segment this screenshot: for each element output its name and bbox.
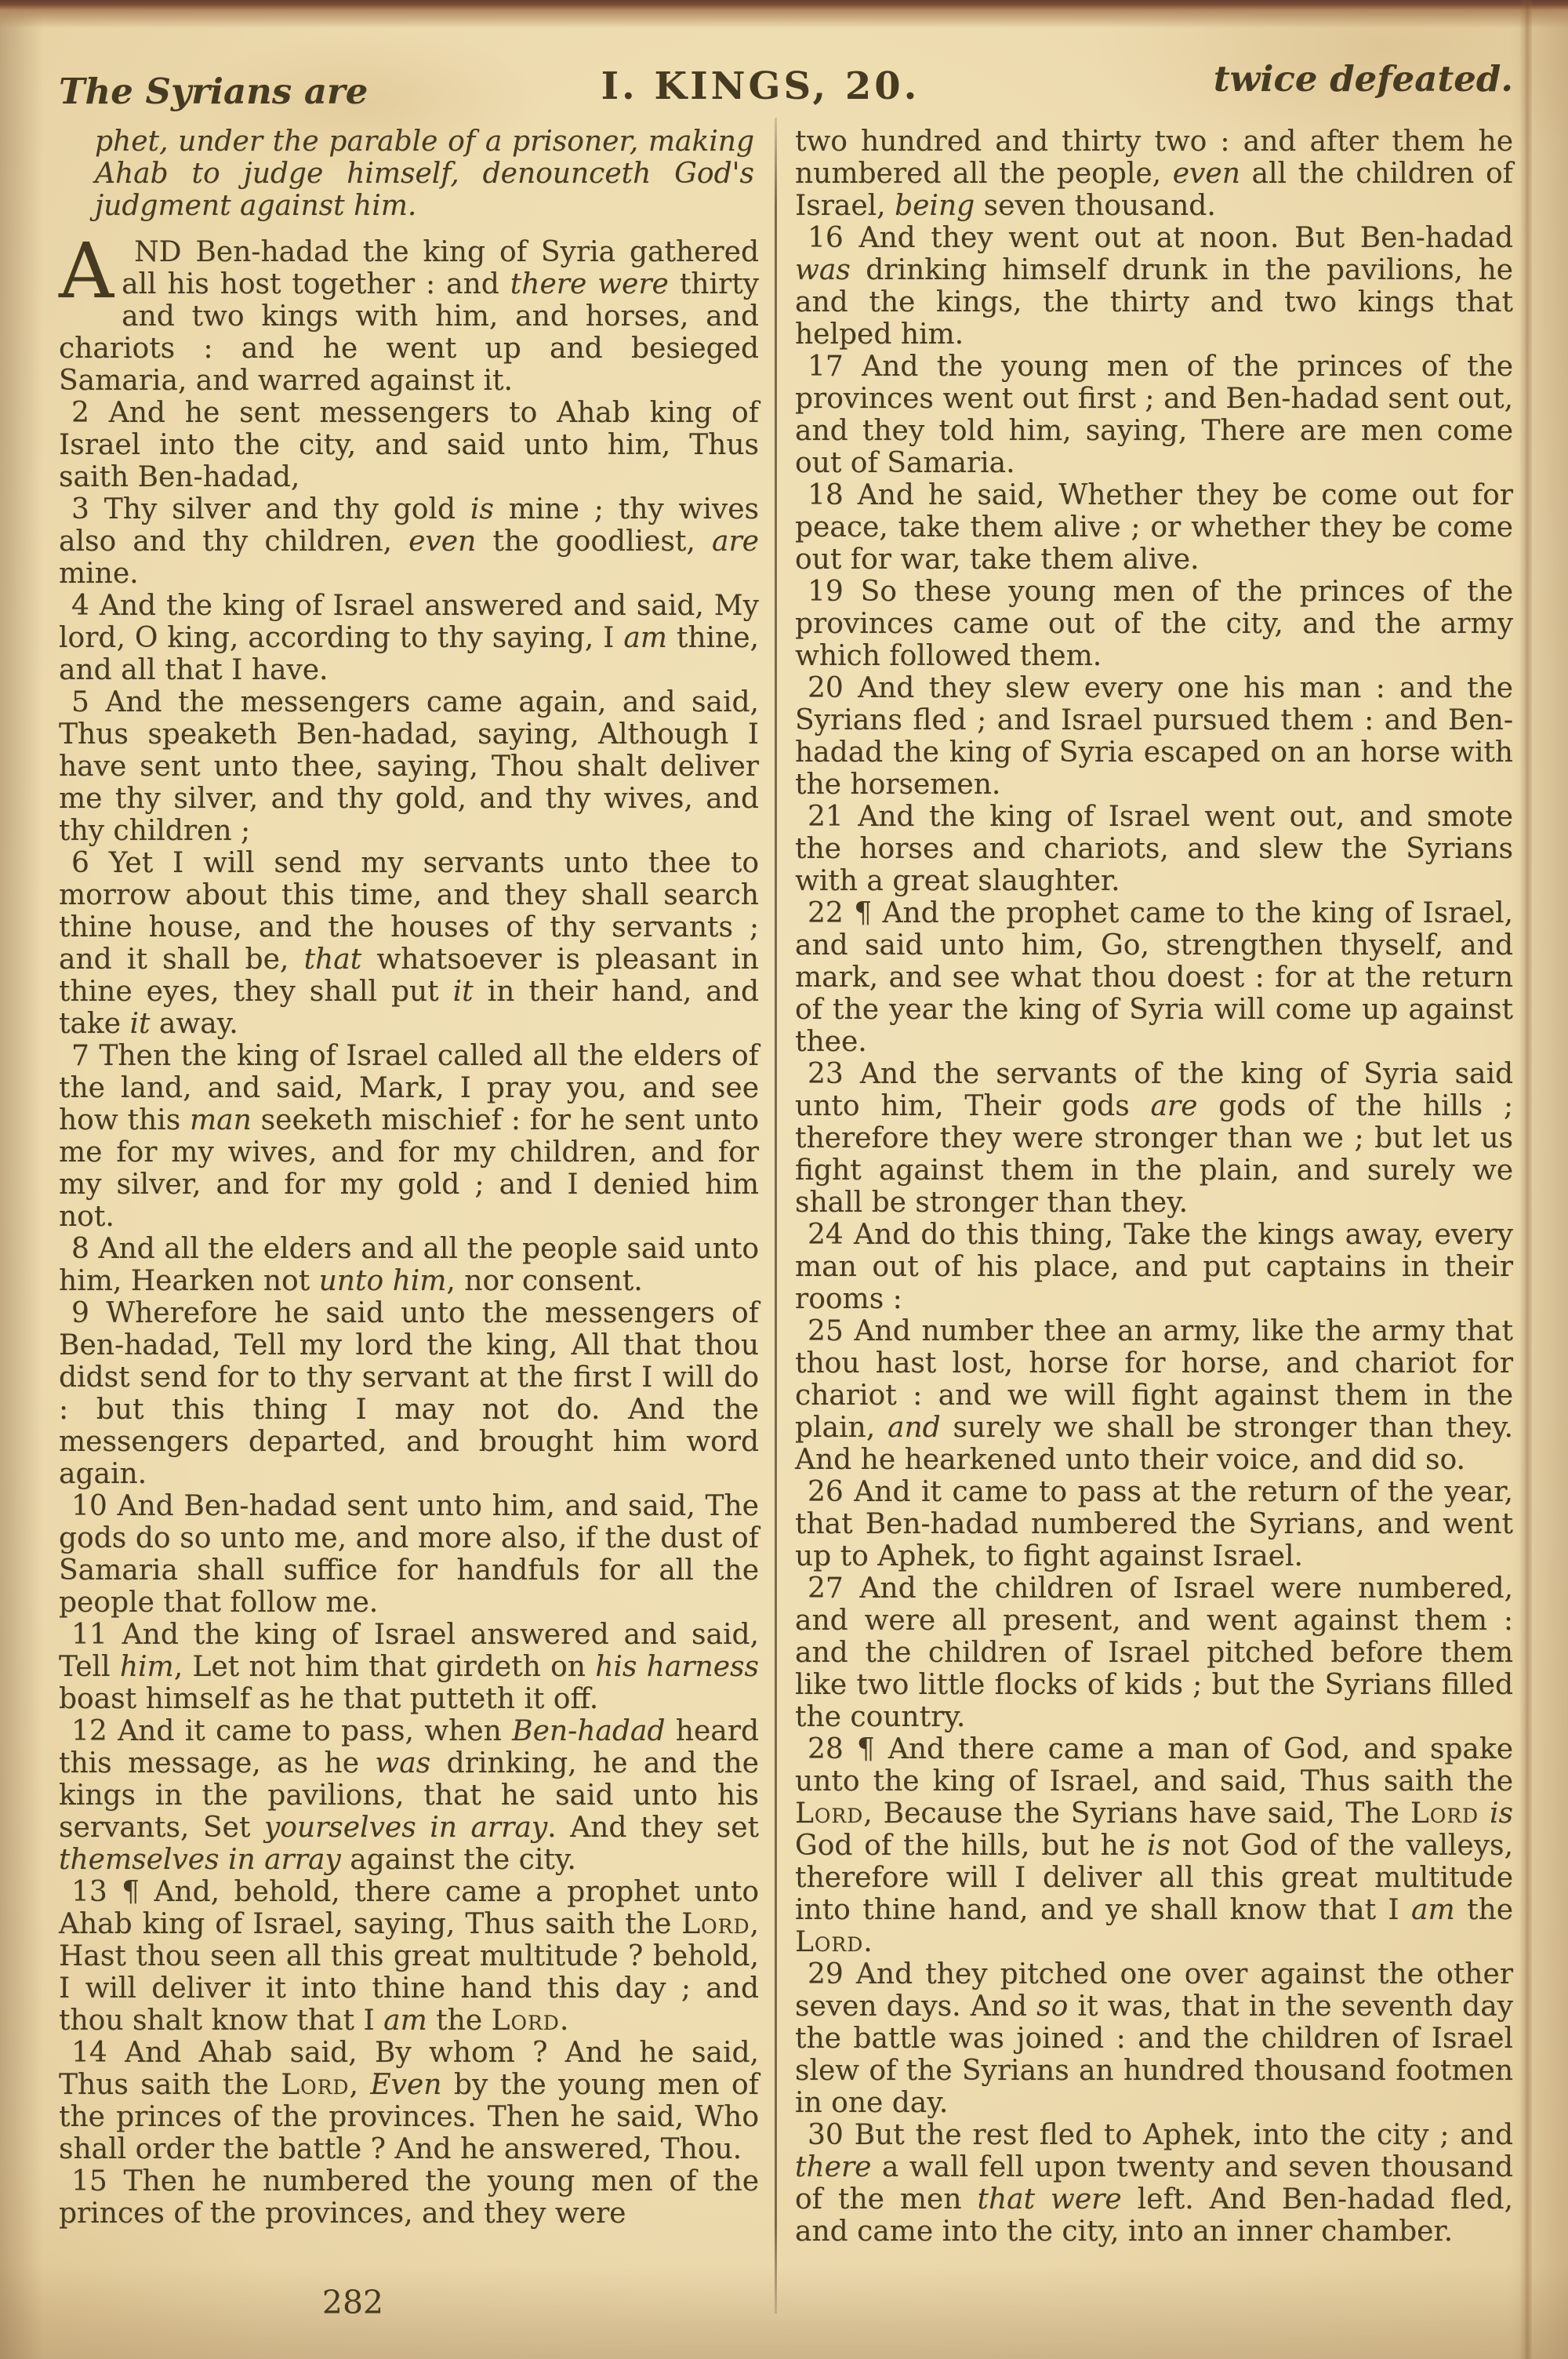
small-caps-lord: Lord xyxy=(795,1797,864,1830)
small-caps-lord: Lord xyxy=(491,2005,560,2037)
verse-19: 19 So these young men of the princes of the provinces came out of the city, and the army which followed them. xyxy=(795,576,1513,672)
verse-14: 14 And Ahab said, By whom ? And he said, Thus saith the Lord, Even by the young men of the princes of the provinces. Then he said, Who shall order the battle ? And he answered, Thou. xyxy=(59,2037,759,2165)
text-column-left xyxy=(59,125,759,2230)
verse-18: 18 And he said, Whether they be come out for peace, take them alive ; or whether they be come out for war, take them alive. xyxy=(795,479,1513,576)
verse-26: 26 And it came to pass at the return of the year, that Ben-hadad numbered the Syrians, and went up to Aphek, to fight against Israel. xyxy=(795,1476,1513,1572)
verse-6: 6 Yet I will send my servants unto thee to morrow about this time, and they shall search thine house, and the houses of thy servants ; and it shall be, that whatsoever is pleasant in thine eyes, they shall put it in their hand, and take it away. xyxy=(59,847,759,1040)
verse-17: 17 And the young men of the princes of the provinces went out first ; and Ben-hadad sent out, and they told him, saying, There are men come out of Samaria. xyxy=(795,351,1513,479)
column-divider-rule xyxy=(775,118,777,2314)
verse-29: 29 And they pitched one over against the other seven days. And so it was, that in the seventh day the battle was joined : and the children of Israel slew of the Syrians an hundred thousand footmen in one day. xyxy=(795,1958,1514,2119)
verse-12: 12 And it came to pass, when Ben-hadad heard this message, as he was drinking, he and the kings in the pavilions, that he said unto his servants, Set yourselves in array. And they set themselves in array against the city. xyxy=(59,1715,760,1876)
page-number: 282 xyxy=(321,2284,384,2321)
verse-21: 21 And the king of Israel went out, and smote the horses and chariots, and slew the Syrians with a great slaughter. xyxy=(795,801,1513,897)
verse-16: 16 And they went out at noon. But Ben-hadad was drinking himself drunk in the pavilions, he and the kings, the thirty and two kings that helped him. xyxy=(795,222,1513,351)
verse-27: 27 And the children of Israel were numbered, and were all present, and went against them : and the children of Israel pitched before them like two little flocks of kids ; but the Syrians filled the country. xyxy=(795,1572,1513,1733)
page-edge-shadow xyxy=(1519,0,1532,2359)
small-caps-lord: Lord xyxy=(281,2069,350,2101)
verse-25: 25 And number thee an army, like the army that thou hast lost, horse for horse, and chariot for chariot : and we will fight against them in the plain, and surely we shall be stronger than they. And he hearkened unto their voice, and did so. xyxy=(795,1315,1513,1476)
verse-8: 8 And all the elders and all the people said unto him, Hearken not unto him, nor consent. xyxy=(59,1233,759,1297)
drop-cap-letter: A xyxy=(59,227,114,315)
verse-24: 24 And do this thing, Take the kings away, every man out of his place, and put captains in their rooms : xyxy=(795,1219,1513,1315)
verse-paragraph: AND Ben-hadad the king of Syria gathered all his host together : and there were thirty and two kings with him, and horses, and chariots : and he went up and besieged Samaria, and warred against it. xyxy=(59,227,760,397)
running-head-right: twice defeated. xyxy=(1213,58,1513,100)
verse-23: 23 And the servants of the king of Syria said unto him, Their gods are gods of the hills ; therefore they were stronger than we ; but let us fight against them in the plain, and surely we shall be stronger than they. xyxy=(795,1058,1513,1219)
running-head-left: The Syrians are xyxy=(59,71,368,112)
verse-10: 10 And Ben-hadad sent unto him, and said, The gods do so unto me, and more also, if the dust of Samaria shall suffice for handfuls for all the people that follow me. xyxy=(59,1490,759,1619)
verse-5: 5 And the messengers came again, and said, Thus speaketh Ben-hadad, saying, Although I have sent unto thee, saying, Thou shalt deliver me thy silver, and thy gold, and thy wives, and thy children ; xyxy=(59,686,759,847)
small-caps-lord: Lord xyxy=(681,1908,750,1940)
verse-28: 28 ¶ And there came a man of God, and spake unto the king of Israel, and said, Thus saith the Lord, Because the Syrians have said, The Lord is God of the hills, but he is not God of the valleys, therefore will I deliver all this great multitude into thine hand, and ye shall know that I am the Lord. xyxy=(795,1733,1513,1958)
verse-paragraph: two hundred and thirty two : and after them he numbered all the people, even all the children of Israel, being seven thousand. xyxy=(795,125,1514,222)
verse-13: 13 ¶ And, behold, there came a prophet unto Ahab king of Israel, saying, Thus saith the Lord, Hast thou seen all this great multitude ? behold, I will deliver it into thine hand this day ; and thou shalt know that I am the Lord. xyxy=(59,1876,759,2037)
verse-11: 11 And the king of Israel answered and said, Tell him, Let not him that girdeth on his harness boast himself as he that putteth it off. xyxy=(59,1619,759,1715)
verse-20: 20 And they slew every one his man : and the Syrians fled ; and Israel pursued them : and Ben-hadad the king of Syria escaped on an horse with the horsemen. xyxy=(795,672,1513,801)
small-caps-lord: Lord xyxy=(795,1926,864,1958)
verse-30: 30 But the rest fled to Aphek, into the city ; and there a wall fell upon twenty and seven thousand of the men that were left. And Ben-hadad fled, and came into the city, into an inner chamber. xyxy=(795,2119,1513,2248)
text-column-right xyxy=(795,125,1513,2248)
verse-9: 9 Wherefore he said unto the messengers of Ben-hadad, Tell my lord the king, All that thou didst send for to thy servant at the first I will do : but this thing I may not do. And the messengers departed, and brought him word again. xyxy=(59,1297,759,1490)
verse-3: 3 Thy silver and thy gold is mine ; thy wives also and thy children, even the goodliest, are mine. xyxy=(59,493,759,590)
small-caps-lord: Lord xyxy=(1410,1797,1479,1830)
verse-2: 2 And he sent messengers to Ahab king of Israel into the city, and said unto him, Thus saith Ben-hadad, xyxy=(59,397,759,493)
chapter-title: I. KINGS, 20. xyxy=(601,64,920,108)
verse-7: 7 Then the king of Israel called all the elders of the land, and said, Mark, I pray you, and see how this man seeketh mischief : for he sent unto me for my wives, and for my children, and for my silver, and for my gold ; and I denied him not. xyxy=(59,1040,759,1233)
verse-22: 22 ¶ And the prophet came to the king of Israel, and said unto him, Go, strengthen thyself, and mark, and see what thou doest : for at the return of the year the king of Syria will come up against thee. xyxy=(795,897,1513,1058)
verse-15: 15 Then he numbered the young men of the princes of the provinces, and they were xyxy=(59,2165,759,2230)
chapter-summary: phet, under the parable of a prisoner, making Ahab to judge himself, denounceth God's judgment against him. xyxy=(95,125,754,222)
verse-4: 4 And the king of Israel answered and said, My lord, O king, according to thy saying, I am thine, and all that I have. xyxy=(59,590,759,686)
